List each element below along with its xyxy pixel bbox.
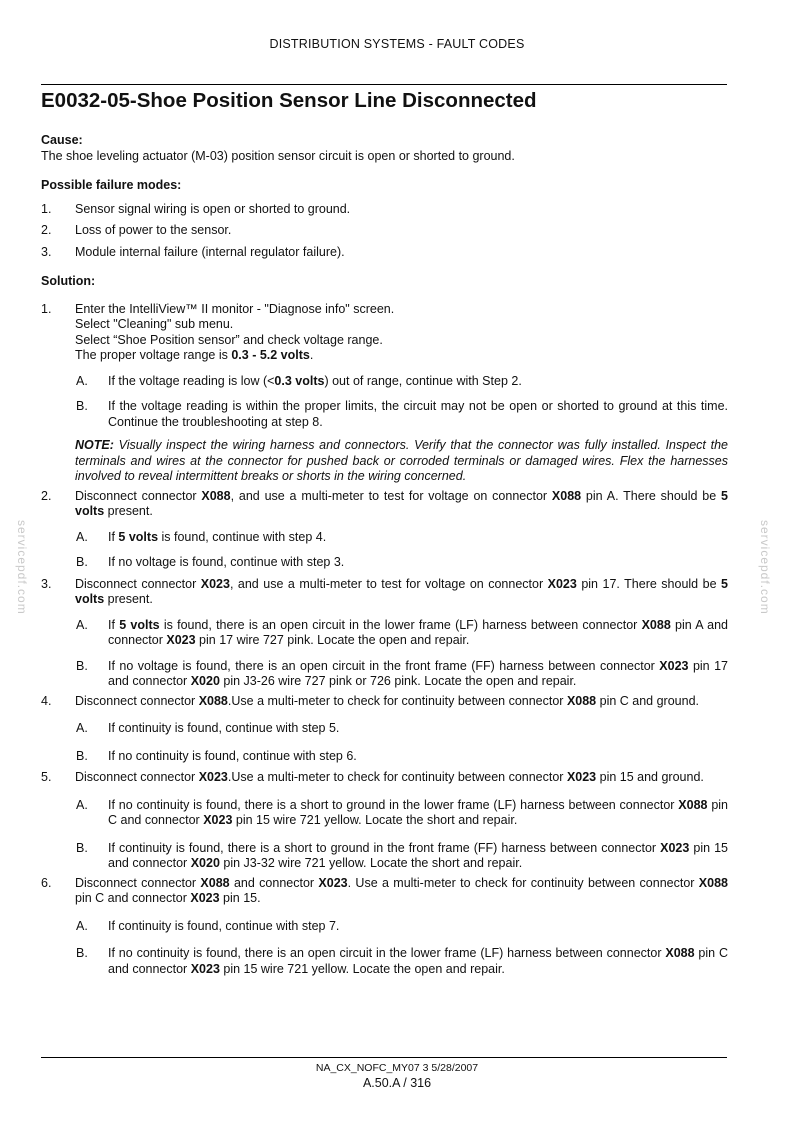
solution-step-2: 2. Disconnect connector X088, and use a multi-meter to test for voltage on connector X088 pin A. There should be 5 volts present. <box>41 488 728 518</box>
cause-text: The shoe leveling actuator (M-03) position sensor circuit is open or shorted to ground. <box>41 148 515 163</box>
cause-heading: Cause: <box>41 133 83 147</box>
substep-4b: B. If no continuity is found, continue with step 6. <box>76 748 357 763</box>
substep-6a: A. If continuity is found, continue with step 7. <box>76 918 340 933</box>
note-paragraph: NOTE: Visually inspect the wiring harness and connectors. Verify that the connector was fully installed. Inspect the terminals and wires at the connector for pushed back or corroded terminals or damaged wires. Flex the harnesses involved to reveal intermittent breaks or shorts in the wiring concerned. <box>75 438 728 483</box>
substep-3b: B. If no voltage is found, there is an open circuit in the front frame (FF) harness between connector X023 pin 17 and connector X020 pin J3-26 wire 727 pink or 726 pink. Locate the open and repair. <box>76 658 728 688</box>
failure-mode-item: 1. Sensor signal wiring is open or shorted to ground. <box>41 201 351 216</box>
substep-5b: B. If continuity is found, there is a short to ground in the front frame (FF) harness between connector X023 pin 15 and connector X020 pin J3-32 wire 721 yellow. Locate the short and repair. <box>76 840 728 870</box>
watermark-right: servicepdf.com <box>758 520 772 615</box>
substep-5a: A. If no continuity is found, there is a short to ground in the lower frame (LF) harness between connector X088 pin C and connector X023 pin 15 wire 721 yellow. Locate the short and repair. <box>76 797 728 827</box>
solution-step-4: 4. Disconnect connector X088.Use a multi-meter to check for continuity between connector X088 pin C and ground. <box>41 693 699 708</box>
substep-1b: B. If the voltage reading is within the proper limits, the circuit may not be open or shorted to ground at this time. Continue the troubleshooting at step 8. <box>76 399 728 429</box>
failure-mode-item: 3. Module internal failure (internal regulator failure). <box>41 244 345 259</box>
watermark-left: servicepdf.com <box>15 520 29 615</box>
solution-step-5: 5. Disconnect connector X023.Use a multi-meter to check for continuity between connector X023 pin 15 and ground. <box>41 770 704 784</box>
failure-mode-item: 2. Loss of power to the sensor. <box>41 223 232 237</box>
document-body <box>41 133 728 977</box>
substep-2a: A. If 5 volts is found, continue with step 4. <box>76 529 327 544</box>
page-header: DISTRIBUTION SYSTEMS - FAULT CODES <box>269 37 525 51</box>
footer-page-number: A.50.A / 316 <box>362 1076 432 1090</box>
solution-step-6: 6. Disconnect connector X088 and connector X023. Use a multi-meter to check for continuity between connector X088 pin C and connector X023 pin 15. <box>41 875 728 905</box>
solution-step-3: 3. Disconnect connector X023, and use a multi-meter to test for voltage on connector X023 pin 17. There should be 5 volts present. <box>41 576 728 606</box>
substep-2b: B. If no voltage is found, continue with step 3. <box>76 555 345 569</box>
substep-1a: A. If the voltage reading is low (<0.3 volts) out of range, continue with Step 2. <box>76 373 522 388</box>
failure-modes-heading: Possible failure modes: <box>41 178 182 192</box>
substep-4a: A. If continuity is found, continue with step 5. <box>76 721 340 735</box>
bottom-rule <box>41 1057 727 1058</box>
page-title: E0032-05-Shoe Position Sensor Line Disconnected <box>41 89 537 112</box>
substep-3a: A. If 5 volts is found, there is an open circuit in the lower frame (LF) harness between connector X088 pin A and connector X023 pin 17 wire 727 pink. Locate the open and repair. <box>76 617 729 647</box>
top-rule <box>41 84 727 85</box>
footer-doc-id: NA_CX_NOFC_MY07 3 5/28/2007 <box>315 1062 479 1074</box>
solution-heading: Solution: <box>41 274 96 288</box>
substep-6b: B. If no continuity is found, there is an open circuit in the lower frame (LF) harness between connector X088 pin C and connector X023 pin 15 wire 721 yellow. Locate the open and repair. <box>76 946 729 976</box>
solution-step-1: 1. Enter the IntelliView™ II monitor - "Diagnose info" screen. Select "Cleaning" sub menu. Select “Shoe Position sensor” and check voltage range. The proper voltage range is 0.3 - 5.2 volts. <box>41 301 395 362</box>
